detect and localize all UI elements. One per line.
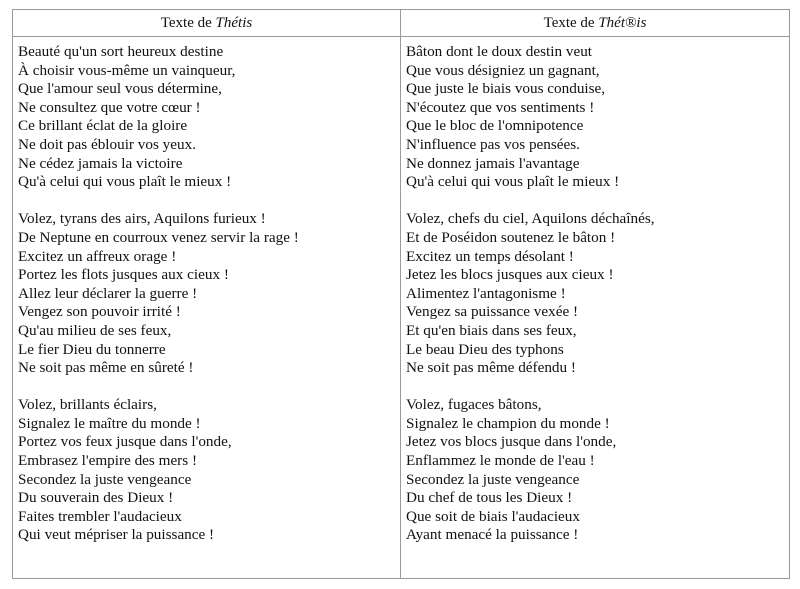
comparison-table bbox=[12, 9, 790, 579]
verse-line: Que juste le biais vous conduise, bbox=[406, 80, 606, 98]
stanza bbox=[406, 210, 789, 377]
header-thetris: Texte de Thét®is bbox=[401, 10, 790, 37]
verse-line: Volez, brillants éclairs, bbox=[18, 396, 157, 414]
verse-line: Que soit de biais l'audacieux bbox=[406, 507, 580, 525]
verse-line: Ne doit pas éblouir vos yeux. bbox=[18, 135, 197, 153]
verse-line: Enflammez le monde de l'eau ! bbox=[406, 452, 595, 470]
verse-line: Le beau Dieu des typhons bbox=[406, 340, 564, 358]
verse-line: Du chef de tous les Dieux ! bbox=[406, 489, 573, 507]
verse-line: Le fier Dieu du tonnerre bbox=[18, 340, 166, 358]
verse-line: Volez, fugaces bâtons, bbox=[406, 396, 542, 414]
verse-line: Qu'au milieu de ses feux, bbox=[18, 321, 172, 339]
verse-line: N'écoutez que vos sentiments ! bbox=[406, 98, 595, 116]
verse-line: Volez, tyrans des airs, Aquilons furieux ! bbox=[18, 210, 266, 228]
verse-line: Ne cédez jamais la victoire bbox=[18, 154, 183, 172]
verse-line: Que le bloc de l'omnipotence bbox=[406, 117, 584, 135]
verse-line: Que l'amour seul vous détermine, bbox=[18, 80, 222, 98]
header-row bbox=[13, 10, 790, 37]
verse-line: Signalez le champion du monde ! bbox=[406, 414, 610, 432]
verse-line: Qu'à celui qui vous plaît le mieux ! bbox=[406, 173, 620, 191]
verse-line: Jetez vos blocs jusque dans l'onde, bbox=[406, 433, 617, 451]
verse-line: Ayant menacé la puissance ! bbox=[406, 526, 579, 544]
poem-column-original bbox=[13, 37, 401, 579]
verse-line: Secondez la juste vengeance bbox=[18, 470, 192, 488]
verse-line: Bâton dont le doux destin veut bbox=[406, 43, 593, 60]
verse-line: Du souverain des Dieux ! bbox=[18, 489, 174, 507]
stanza bbox=[406, 43, 789, 192]
verse-line: Ne soit pas même défendu ! bbox=[406, 359, 576, 377]
verse-line: Excitez un affreux orage ! bbox=[18, 247, 177, 265]
verse-line: Alimentez l'antagonisme ! bbox=[406, 284, 566, 302]
stanza bbox=[406, 396, 789, 545]
verse-line: Allez leur déclarer la guerre ! bbox=[18, 284, 198, 302]
verse-line: Qu'à celui qui vous plaît le mieux ! bbox=[18, 173, 232, 191]
verse-line: Portez vos feux jusque dans l'onde, bbox=[18, 433, 232, 451]
poem-column-parody bbox=[401, 37, 790, 579]
verse-line: Que vous désigniez un gagnant, bbox=[406, 61, 600, 79]
verse-line: Vengez son pouvoir irrité ! bbox=[18, 303, 181, 321]
verse-line: De Neptune en courroux venez servir la rage ! bbox=[18, 228, 299, 246]
verse-line: Qui veut mépriser la puissance ! bbox=[18, 526, 215, 544]
stanza bbox=[18, 396, 400, 545]
verse-line: Ne soit pas même en sûreté ! bbox=[18, 359, 194, 377]
stanza bbox=[18, 43, 400, 192]
verse-line: Ne consultez que votre cœur ! bbox=[18, 98, 201, 116]
header-thetis-name: Thétis bbox=[215, 14, 253, 31]
body-row bbox=[13, 37, 790, 579]
verse-line: Beauté qu'un sort heureux destine bbox=[18, 43, 224, 60]
verse-line: Jetez les blocs jusques aux cieux ! bbox=[406, 266, 614, 284]
verse-line: Faites trembler l'audacieux bbox=[18, 507, 182, 525]
verse-line: Excitez un temps désolant ! bbox=[406, 247, 574, 265]
verse-line: Signalez le maître du monde ! bbox=[18, 414, 201, 432]
verse-line: Volez, chefs du ciel, Aquilons déchaînés, bbox=[406, 210, 655, 228]
verse-line: Vengez sa puissance vexée ! bbox=[406, 303, 579, 321]
verse-line: À choisir vous-même un vainqueur, bbox=[18, 61, 236, 79]
header-thetis: Texte de Thétis bbox=[13, 10, 401, 37]
verse-line: Ne donnez jamais l'avantage bbox=[406, 154, 580, 172]
verse-line: Portez les flots jusques aux cieux ! bbox=[18, 266, 229, 284]
stanza bbox=[18, 210, 400, 377]
header-thetris-name: Thét®is bbox=[598, 14, 647, 31]
verse-line: Secondez la juste vengeance bbox=[406, 470, 580, 488]
verse-line: Et qu'en biais dans ses feux, bbox=[406, 321, 577, 339]
verse-line: N'influence pas vos pensées. bbox=[406, 135, 580, 153]
verse-line: Embrasez l'empire des mers ! bbox=[18, 452, 198, 470]
verse-line: Et de Poséidon soutenez le bâton ! bbox=[406, 228, 616, 246]
verse-line: Ce brillant éclat de la gloire bbox=[18, 117, 188, 135]
